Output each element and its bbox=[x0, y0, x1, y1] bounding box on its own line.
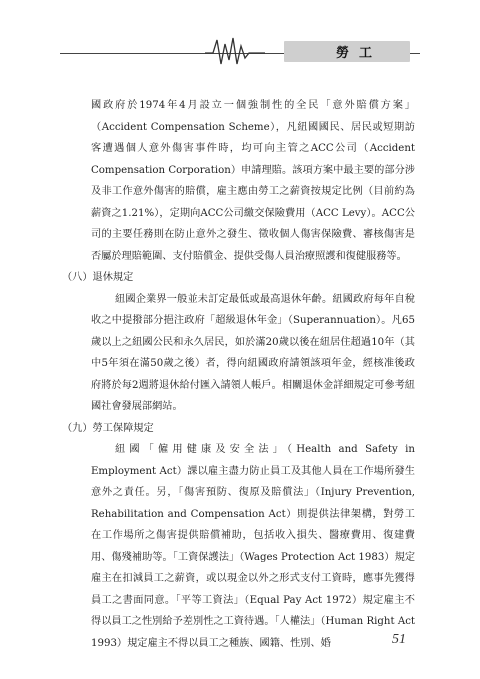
heading-retirement: （八）退休規定 bbox=[62, 272, 134, 283]
running-header bbox=[0, 30, 480, 70]
zigzag-ornament-icon bbox=[205, 34, 265, 68]
heading-labor-protection: （九）勞工保障規定 bbox=[62, 422, 154, 434]
paragraph-labor-protection: 紐國「僱用健康及安全法」（Health and Safety in Employment Act）課以雇主盡力防止員工及其他人員在工作場所發生意外之責任。另，「傷害預防、復原及賠償法」（Injury Prevention, Rehabilitation and Compensation Act）則提供法律架構，對勞工在工作場所之傷害提供賠償補助，包括收入損失、醫療費用、復建費用、傷殘補助等。「工資保護法」（Wages Protection Act 1983）規定雇主在扣減員工之薪資，或以現金以外之形式支付工資時，應事先獲得員工之書面同意。「平等工資法」（Equal Pay Act 1972）規定雇主不得以員工之性別給予差別性之工資待遇。「人權法」（Human Right Act 1993）規定雇主不得以員工之種族、國籍、性別、婚 bbox=[91, 444, 415, 649]
paragraph-accident-compensation: 國政府於1974年4月設立一個強制性的全民「意外賠償方案」（Accident Compensation Scheme），凡紐國國民、居民或短期訪客遭遇個人意外傷害事件時，均可向主管之ACC公司（Accident Compensation Corporation）申請理賠。該項方案中最主要的部分涉及非工作意外傷害的賠償，雇主應由勞工之薪資按規定比例（目前約為薪資之1.21%），定期向ACC公司繳交保險費用（ACC Levy）。ACC公司的主要任務則在防止意外之發生、徵收個人傷害保險費、審核傷害是否屬於理賠範圍、支付賠償金、提供受傷人員治療照護和復健服務等。 bbox=[91, 100, 415, 262]
page-number: 51 bbox=[392, 632, 406, 647]
section-title: 勞工 bbox=[336, 46, 383, 61]
main-content bbox=[62, 95, 415, 654]
paragraph-retirement: 紐國企業界一般並未訂定最低或最高退休年齡。紐國政府每年自稅收之中提撥部分挹注政府「超級退休年金」（Superannuation）。凡65歲以上之紐國公民和永久居民，如於滿20歲以後在紐居住超過10年（其中5年須在滿50歲之後）者，得向紐國政府請領該項年金，經核准後政府將於每2週將退休給付匯入請領人帳戶。相關退休金詳細規定可參考紐國社會發展部網站。 bbox=[91, 293, 415, 412]
